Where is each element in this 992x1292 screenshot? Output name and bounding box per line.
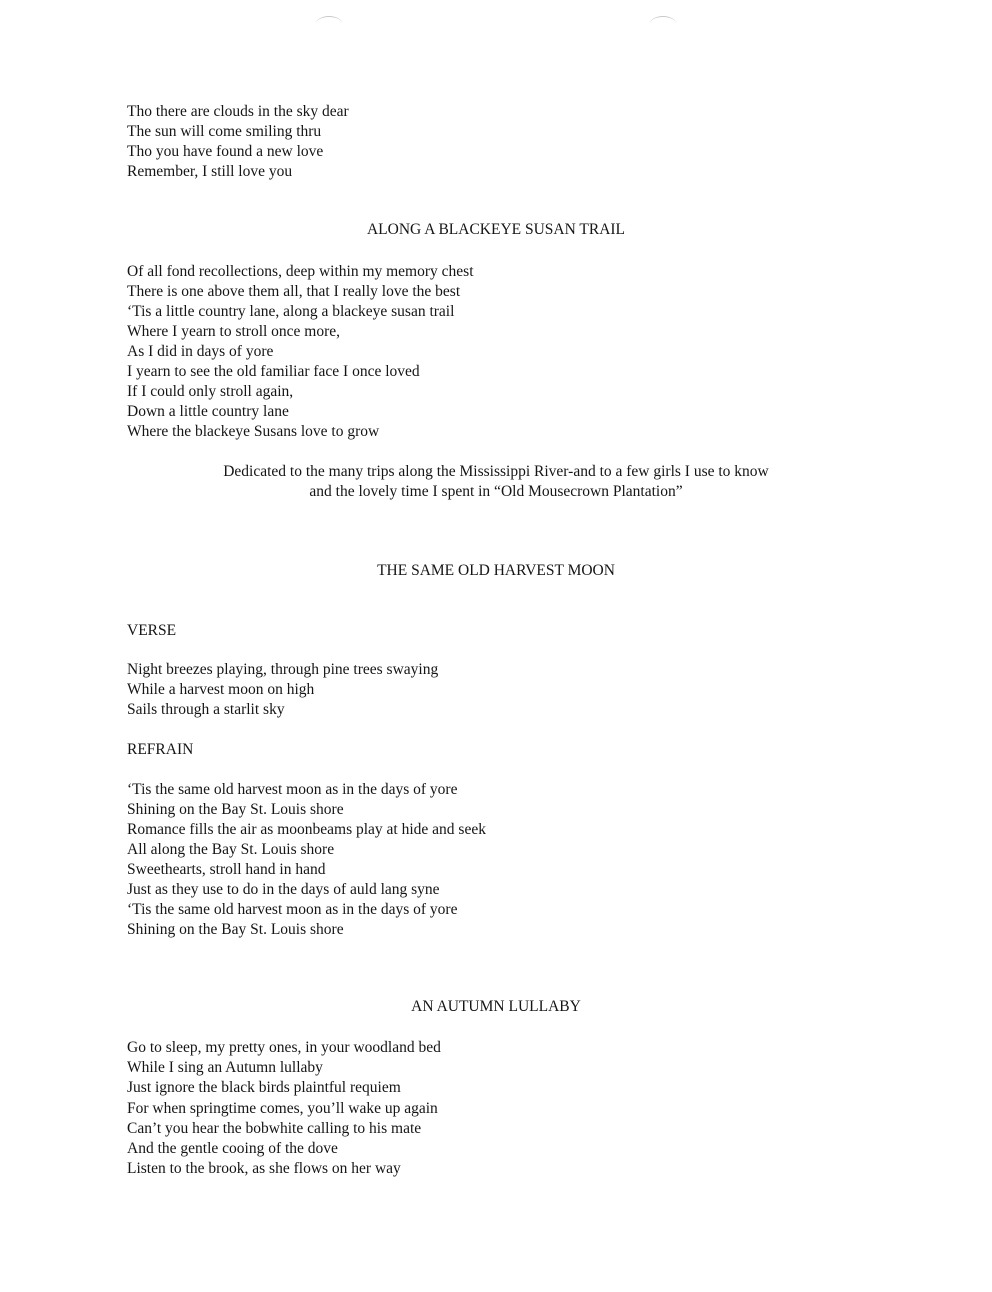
poem-line: ‘Tis the same old harvest moon as in the days of yore (127, 781, 458, 798)
binder-hole-mark-right (650, 16, 676, 31)
poem-line: Just ignore the black birds plaintful requiem (127, 1079, 401, 1096)
poem-line: All along the Bay St. Louis shore (127, 841, 335, 858)
poem-title: ALONG A BLACKEYE SUSAN TRAIL (366, 221, 626, 238)
poem-line: As I did in days of yore (127, 343, 274, 360)
poem-line: Sweethearts, stroll hand in hand (127, 861, 326, 878)
poem-line: Shining on the Bay St. Louis shore (127, 921, 344, 938)
poem-line: Romance fills the air as moonbeams play at hide and seek (127, 821, 486, 838)
poem-line: Shining on the Bay St. Louis shore (127, 801, 344, 818)
poem-line: Down a little country lane (127, 403, 289, 420)
poem-line: I yearn to see the old familiar face I once loved (127, 363, 420, 380)
poem-line: While a harvest moon on high (127, 681, 315, 698)
poem-line: Tho there are clouds in the sky dear (127, 103, 349, 120)
binder-hole-mark-left (316, 16, 342, 31)
poem-line: Of all fond recollections, deep within my memory chest (127, 263, 474, 280)
dedication-line: Dedicated to the many trips along the Mississippi River-and to a few girls I use to know (223, 463, 769, 480)
poem-title: THE SAME OLD HARVEST MOON (377, 562, 615, 579)
poem-line: Can’t you hear the bobwhite calling to his mate (127, 1120, 422, 1137)
poem-line: Where I yearn to stroll once more, (127, 323, 341, 340)
poem-line: And the gentle cooing of the dove (127, 1140, 338, 1157)
poem-line: ‘Tis a little country lane, along a blackeye susan trail (127, 303, 455, 320)
poem-line: The sun will come smiling thru (127, 123, 322, 140)
poem-line: Remember, I still love you (127, 163, 293, 180)
poem-line: Tho you have found a new love (127, 143, 324, 160)
poem-line: While I sing an Autumn lullaby (127, 1059, 323, 1076)
poem-line: ‘Tis the same old harvest moon as in the days of yore (127, 901, 458, 918)
poem-line: Just as they use to do in the days of auld lang syne (127, 881, 440, 898)
section-label: VERSE (127, 622, 177, 639)
poem-line: There is one above them all, that I really love the best (127, 283, 461, 300)
poem-line: Night breezes playing, through pine trees swaying (127, 661, 439, 678)
poem-line: If I could only stroll again, (127, 383, 294, 400)
poem-line: Go to sleep, my pretty ones, in your woodland bed (127, 1039, 441, 1056)
poem-line: Sails through a starlit sky (127, 701, 285, 718)
poem-line: Listen to the brook, as she flows on her way (127, 1160, 401, 1177)
dedication-line: and the lovely time I spent in “Old Mousecrown Plantation” (309, 483, 683, 500)
poem-title: AN AUTUMN LULLABY (411, 998, 581, 1015)
poem-line: For when springtime comes, you’ll wake up again (127, 1100, 438, 1117)
section-label: REFRAIN (127, 741, 194, 758)
poem-line: Where the blackeye Susans love to grow (127, 423, 380, 440)
